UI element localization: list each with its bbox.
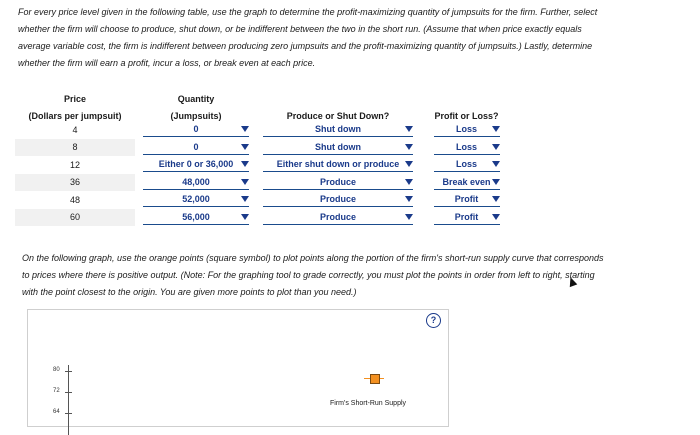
quantity-dropdown-value: 52,000 xyxy=(182,194,210,205)
dropdown-arrow-icon xyxy=(241,196,249,202)
dropdown-arrow-icon xyxy=(492,196,500,202)
dropdown-arrow-icon xyxy=(405,179,413,185)
instructions-line: For every price level given in the following table, use the graph to determine the profit-maximizing quantity of jumpsuits for the firm. Further, select xyxy=(18,7,598,17)
profit-dropdown-value: Break even xyxy=(442,176,491,187)
dropdown-arrow-icon xyxy=(241,179,249,185)
instructions xyxy=(18,4,643,72)
price-cell: 36 xyxy=(69,177,80,188)
decision-dropdown[interactable] xyxy=(263,175,413,190)
profit-dropdown[interactable] xyxy=(434,157,500,172)
profit-dropdown[interactable] xyxy=(434,192,500,207)
dropdown-arrow-icon xyxy=(492,144,500,150)
price-header: Price xyxy=(63,94,87,104)
decision-dropdown-value: Produce xyxy=(319,211,356,222)
table-row xyxy=(15,209,514,227)
price-cell: 8 xyxy=(72,142,78,153)
instructions-line: whether the firm will choose to produce, shut down, or be indifferent between the two in the short run. (Assume that when price exactly equals xyxy=(18,24,582,34)
quantity-dropdown[interactable] xyxy=(143,157,249,172)
dropdown-arrow-icon xyxy=(405,161,413,167)
profit-dropdown-value: Profit xyxy=(454,194,479,205)
decision-dropdown-value: Shut down xyxy=(315,141,361,152)
profit-dropdown-value: Loss xyxy=(455,124,477,135)
table-row xyxy=(15,121,514,139)
profit-dropdown-value: Profit xyxy=(454,211,479,222)
table-row xyxy=(15,191,514,209)
orange-square-point-tool[interactable] xyxy=(370,374,380,384)
profit-dropdown[interactable] xyxy=(434,140,500,155)
decision-dropdown[interactable] xyxy=(263,122,413,137)
instructions-line: average variable cost, the firm is indifferent between producing zero jumpsuits and the profit-maximizing quantity of jumpsuits.) Lastly, determine xyxy=(18,41,593,51)
decision-dropdown-value: Shut down xyxy=(315,124,361,135)
quantity-dropdown-value: 0 xyxy=(193,141,199,152)
decision-dropdown[interactable] xyxy=(263,157,413,172)
y-axis xyxy=(68,365,69,435)
profit-dropdown-value: Loss xyxy=(455,159,477,170)
dropdown-arrow-icon xyxy=(492,126,500,132)
dropdown-arrow-icon xyxy=(241,161,249,167)
decision-dropdown-value: Produce xyxy=(319,176,356,187)
graph-instructions-line: On the following graph, use the orange points (square symbol) to plot points along the portion of the firm's short-run supply curve that corresponds xyxy=(22,253,604,263)
decision-dropdown[interactable] xyxy=(263,210,413,225)
table-row xyxy=(15,156,514,174)
produce-header: Produce or Shut Down? xyxy=(286,111,390,121)
price-subheader: (Dollars per jumpsuit) xyxy=(28,111,122,121)
y-tick xyxy=(65,413,72,414)
quantity-dropdown-value: 48,000 xyxy=(182,176,210,187)
decision-dropdown[interactable] xyxy=(263,192,413,207)
graph-panel[interactable] xyxy=(27,309,449,427)
dropdown-arrow-icon xyxy=(405,144,413,150)
help-icon[interactable]: ? xyxy=(426,313,441,328)
quantity-dropdown[interactable] xyxy=(143,210,249,225)
graph-instructions xyxy=(22,250,662,301)
price-cell: 48 xyxy=(69,194,80,205)
dropdown-arrow-icon xyxy=(241,214,249,220)
graph-instructions-line: with the point closest to the origin. You are given more points to plot than you need.) xyxy=(22,287,357,297)
dropdown-arrow-icon xyxy=(405,126,413,132)
quantity-dropdown-value: 0 xyxy=(193,124,199,135)
y-tick-label: 80 xyxy=(53,367,60,373)
profit-header: Profit or Loss? xyxy=(434,111,499,121)
price-cell: 60 xyxy=(69,212,80,223)
profit-dropdown[interactable] xyxy=(434,175,500,190)
price-cell: 4 xyxy=(72,124,78,135)
instructions-line: whether the firm will earn a profit, incur a loss, or break even at each price. xyxy=(18,58,316,68)
profit-dropdown[interactable] xyxy=(434,210,500,225)
legend-label: Firm's Short-Run Supply xyxy=(330,400,407,407)
y-tick xyxy=(65,371,72,372)
decision-dropdown[interactable] xyxy=(263,140,413,155)
answer-table xyxy=(15,87,514,226)
y-tick-label: 72 xyxy=(53,388,60,394)
dropdown-arrow-icon xyxy=(241,126,249,132)
profit-dropdown-value: Loss xyxy=(455,141,477,152)
quantity-dropdown[interactable] xyxy=(143,122,249,137)
table-row xyxy=(15,139,514,157)
dropdown-arrow-icon xyxy=(492,179,500,185)
quantity-subheader: (Jumpsuits) xyxy=(170,111,222,121)
table-row xyxy=(15,174,514,192)
dropdown-arrow-icon xyxy=(492,214,500,220)
profit-dropdown[interactable] xyxy=(434,122,500,137)
y-tick-label: 64 xyxy=(53,409,60,415)
dropdown-arrow-icon xyxy=(405,214,413,220)
quantity-dropdown[interactable] xyxy=(143,175,249,190)
graph-instructions-line: to prices where there is positive output. (Note: For the graphing tool to grade correctly, you must plot the points in order from left to right, starting xyxy=(22,270,595,280)
quantity-header: Quantity xyxy=(177,94,215,104)
dropdown-arrow-icon xyxy=(241,144,249,150)
dropdown-arrow-icon xyxy=(405,196,413,202)
price-cell: 12 xyxy=(69,159,80,170)
decision-dropdown-value: Produce xyxy=(319,194,356,205)
dropdown-arrow-icon xyxy=(492,161,500,167)
decision-dropdown-value: Either shut down or produce xyxy=(276,159,400,170)
quantity-dropdown[interactable] xyxy=(143,140,249,155)
quantity-dropdown-value: 56,000 xyxy=(182,211,210,222)
quantity-dropdown-value: Either 0 or 36,000 xyxy=(158,159,234,170)
y-tick xyxy=(65,392,72,393)
quantity-dropdown[interactable] xyxy=(143,192,249,207)
